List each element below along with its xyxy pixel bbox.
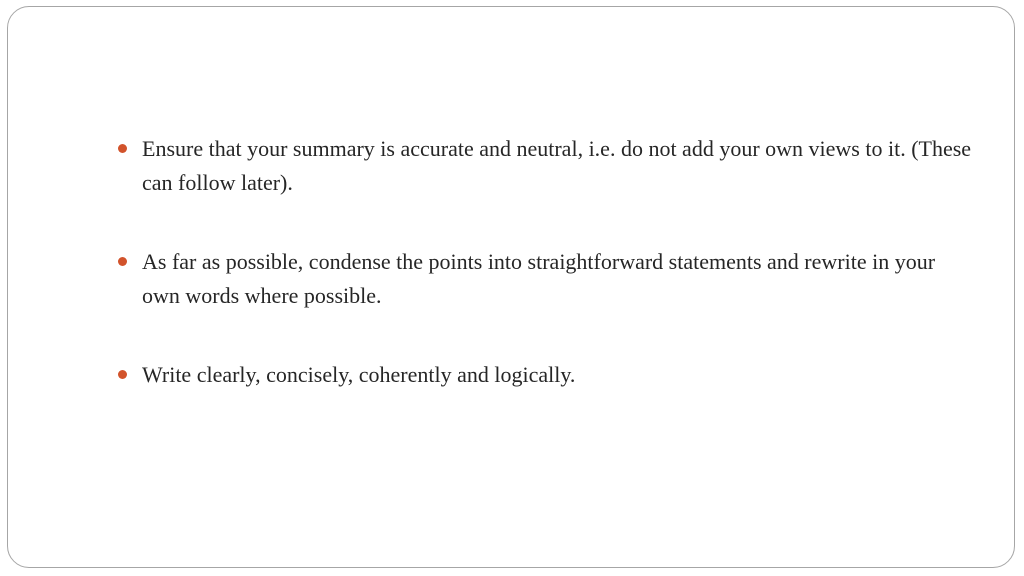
bullet-text: Ensure that your summary is accurate and neutral, i.e. do not add your own views to it. (These can follow later). <box>142 136 972 195</box>
bullet-item <box>114 245 974 313</box>
bullet-dot-icon <box>118 370 127 379</box>
bullet-dot-icon <box>118 257 127 266</box>
bullet-item <box>114 132 974 200</box>
bullet-text: Write clearly, concisely, coherently and logically. <box>142 362 576 387</box>
bullet-list <box>114 132 974 437</box>
slide-frame <box>7 6 1015 568</box>
bullet-item <box>114 358 974 392</box>
bullet-text: As far as possible, condense the points into straightforward statements and rewrite in your own words where possible. <box>142 249 936 308</box>
bullet-dot-icon <box>118 144 127 153</box>
